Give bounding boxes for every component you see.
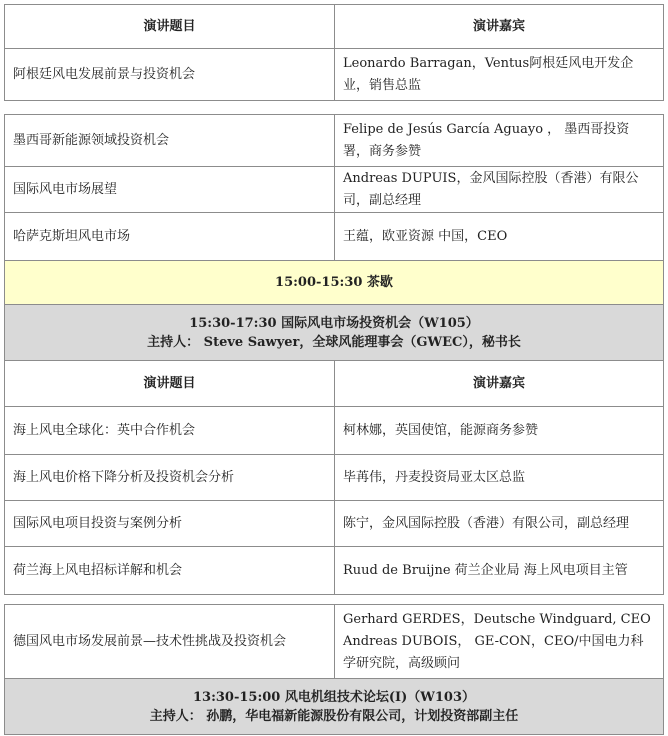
header-speaker: 演讲嘉宾: [335, 5, 664, 49]
schedule-table-3: [4, 604, 664, 735]
speaker-cell: 王蕴，欧亚资源 中国，CEO: [335, 213, 664, 261]
topic-cell: 德国风电市场发展前景—技术性挑战及投资机会: [5, 605, 335, 679]
table-row: [5, 605, 664, 679]
table-row: [5, 213, 664, 261]
table-row: [5, 455, 664, 501]
table-row: [5, 115, 664, 167]
speaker-cell: Felipe de Jesús García Aguayo ， 墨西哥投资署，商务参赞: [335, 115, 664, 167]
table-header-row: [5, 361, 664, 407]
speaker-cell: [335, 605, 664, 679]
speaker-cell: Andreas DUPUIS，金风国际控股（香港）有限公司，副总经理: [335, 167, 664, 213]
schedule-table-1: [4, 4, 664, 101]
table-row: [5, 49, 664, 101]
header-speaker: 演讲嘉宾: [335, 361, 664, 407]
session-host: 主持人： 孙鹏，华电福新能源股份有限公司，计划投资部副主任: [149, 708, 519, 724]
session-header-row: [5, 305, 664, 361]
session-host: 主持人： Steve Sawyer，全球风能理事会（GWEC），秘书长: [147, 334, 521, 350]
topic-cell: 国际风电项目投资与案例分析: [5, 501, 335, 547]
topic-cell: 荷兰海上风电招标详解和机会: [5, 547, 335, 595]
speaker-cell: 柯林娜，英国使馆，能源商务参赞: [335, 407, 664, 455]
session-header-cell: [5, 305, 664, 361]
table-row: [5, 547, 664, 595]
topic-cell: 海上风电价格下降分析及投资机会分析: [5, 455, 335, 501]
session-title: 13:30-15:00 风电机组技术论坛(I)（W103）: [192, 689, 475, 705]
topic-cell: 国际风电市场展望: [5, 167, 335, 213]
header-topic: 演讲题目: [5, 5, 335, 49]
topic-cell: 海上风电全球化：英中合作机会: [5, 407, 335, 455]
schedule-table-2: [4, 114, 664, 595]
speaker-line-2: Andreas DUBOIS， GE-CON，CEO/中国电力科学研究院，高级顾问: [343, 633, 644, 671]
topic-cell: 阿根廷风电发展前景与投资机会: [5, 49, 335, 101]
speaker-cell: 陈宁，金风国际控股（香港）有限公司，副总经理: [335, 501, 664, 547]
table-row: [5, 501, 664, 547]
table-row: [5, 167, 664, 213]
session-header-cell: [5, 679, 664, 735]
header-topic: 演讲题目: [5, 361, 335, 407]
speaker-cell: Ruud de Bruijne 荷兰企业局 海上风电项目主管: [335, 547, 664, 595]
speaker-line-1: Gerhard GERDES，Deutsche Windguard, CEO: [343, 611, 651, 627]
table-header-row: [5, 5, 664, 49]
topic-cell: 哈萨克斯坦风电市场: [5, 213, 335, 261]
tea-break-label: 15:00-15:30 茶歇: [5, 261, 664, 305]
session-title: 15:30-17:30 国际风电市场投资机会（W105）: [189, 315, 479, 331]
speaker-cell: 毕苒伟，丹麦投资局亚太区总监: [335, 455, 664, 501]
session-header-row: [5, 679, 664, 735]
table-row: [5, 407, 664, 455]
speaker-cell: Leonardo Barragan，Ventus阿根廷风电开发企业，销售总监: [335, 49, 664, 101]
tea-break-row: [5, 261, 664, 305]
topic-cell: 墨西哥新能源领域投资机会: [5, 115, 335, 167]
